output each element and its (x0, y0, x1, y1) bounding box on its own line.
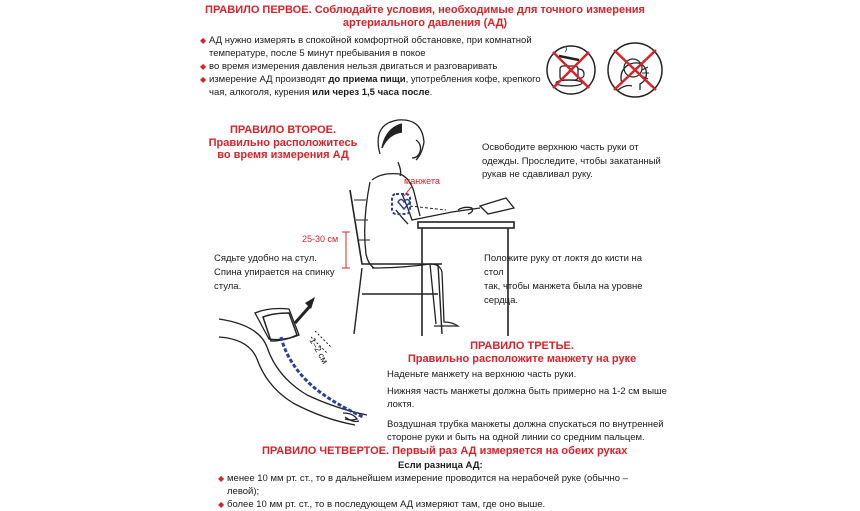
rule1-bullets (200, 34, 545, 99)
arm-cuff-illustration (215, 295, 385, 435)
rule1-title-line1: ПРАВИЛО ПЕРВОЕ. Соблюдайте условия, необходимые для точного измерения (205, 4, 645, 16)
rule1-bullet-3-bold2: или через 1,5 часа после (312, 87, 430, 98)
rule1-bullet-3-end: . (429, 87, 433, 98)
arm-line2: так, чтобы манжета была на уровне (484, 281, 643, 292)
rule2-title-line1: ПРАВИЛО ВТОРОЕ. (229, 124, 337, 136)
rule3-text3-line1: Воздушная трубка манжеты должна спускаться по внутренней (387, 419, 664, 430)
no-talking-icon (604, 40, 666, 100)
rule1-bullet-1-line1: АД нужно измерять в спокойной комфортной обстановке, при комнатной (209, 35, 532, 46)
rule1-title (205, 4, 645, 30)
rule3-title-line1: ПРАВИЛО ТРЕТЬЕ. (470, 340, 574, 352)
rule2-title-line3: во время измерения АД (217, 149, 349, 161)
no-coffee-smoking-icon (545, 42, 597, 98)
rule1-bullet-3-line2: чая, алкоголя, курения (209, 87, 313, 98)
sleeve-line3: рукав не сдавливал руку. (482, 169, 593, 180)
height-label: 25-30 см (302, 234, 339, 244)
rule4-title: ПРАВИЛО ЧЕТВЕРТОЕ. Первый раз АД измеряется на обеих руках (262, 445, 628, 457)
rule1-bullet-3-bold1: до приема пищи (328, 74, 406, 85)
rule1-bullet-1 (200, 34, 545, 60)
rule4-bullets (218, 472, 658, 511)
rule3-text2-line1: Нижняя часть манжеты должна быть примерно на 1-2 см выше (387, 386, 667, 397)
arm-line1: Положите руку от локтя до кисти на стол (484, 253, 643, 278)
rule3-title-line2: Правильно расположите манжету на руке (407, 353, 637, 365)
rule3-text2-line2: локтя. (387, 399, 415, 410)
sit-instructions (214, 252, 344, 294)
sleeve-instructions (482, 141, 662, 182)
rule3-text1: Наденьте манжету на верхнюю часть руки. (387, 369, 577, 380)
sit-line1: Сядьте удобно на стул. (214, 253, 317, 264)
rule2-title (208, 124, 358, 162)
rule2-title-line2: Правильно расположитесь (208, 136, 358, 149)
cuff-label: манжета (404, 176, 440, 186)
rule3-title (392, 340, 652, 366)
rule1-bullet-3-pre: измерение АД производят (209, 74, 329, 85)
arm-line3: сердца. (484, 295, 519, 306)
distance-label: 1–2 см (307, 336, 331, 366)
rule4-bullet-1: ◆ менее 10 мм рт. ст., то в дальнейшем измерение проводится на нерабочей руке (обычно – левой); (218, 472, 658, 498)
arm-instructions (484, 252, 664, 308)
sit-line3: стула. (214, 281, 242, 292)
rule1-bullet-2: ◆ во время измерения давления нельзя двигаться и разговаривать (200, 60, 545, 73)
rule3-text (387, 368, 667, 444)
rule4-subtitle: Если разница АД: (398, 460, 483, 471)
rule1-title-line2: артериального давления (АД) (342, 17, 508, 29)
sleeve-line1: Освободите верхнюю часть руки от (482, 142, 639, 153)
sit-line2: Спина упирается на спинку (214, 267, 335, 278)
rule4-bullet-2: ◆ более 10 мм рт. ст., то в последующем АД измеряют там, где оно выше. (218, 498, 658, 511)
rule3-text3-line2: стороне руки и быть на одной линии со средним пальцем. (387, 432, 645, 443)
rule1-bullet-1-line2: температуре, после 5 минут пребывания в покое (209, 48, 426, 59)
rule1-bullet-3 (200, 73, 545, 99)
rule1-bullet-3-mid: , употребления кофе, крепкого (405, 74, 541, 85)
sleeve-line2: одежды. Проследите, чтобы закатанный (482, 155, 661, 167)
